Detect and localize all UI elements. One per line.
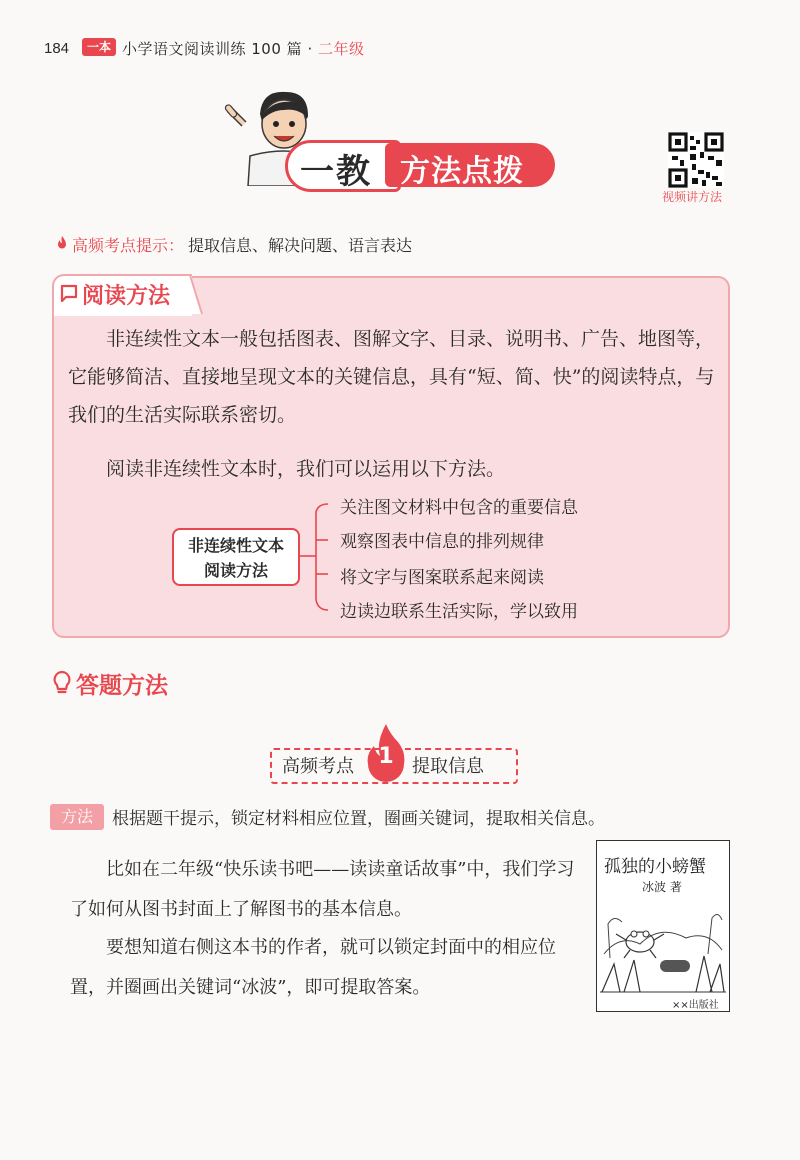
book-title-text: 小学语文阅读训练 100 篇 [122,40,303,58]
reading-paragraph-2: 阅读非连续性文本时，我们可以运用以下方法。 [106,458,506,480]
example-paragraph-1 [70,850,590,930]
diagram-item: 观察图表中信息的排列规律 [340,532,544,552]
page-number: 184 [44,40,70,57]
reading-paragraph-1-text: 非连续性文本一般包括图表、图解文字、目录、说明书、广告、地图等，它能够简洁、直接地呈现文本的关键信息，具有“短、简、快”的阅读特点，与我们的生活实际联系密切。 [68,328,715,426]
qr-code-icon[interactable] [668,132,724,188]
reading-method-title: 阅读方法 [82,284,171,309]
diagram-item: 边读边联系生活实际，学以致用 [340,602,578,622]
book-cover-title: 孤独的小螃蟹 [604,857,706,877]
crab-illustration [600,894,726,994]
answer-method-title: 答题方法 [76,673,168,699]
method-badge: 方法 [50,804,104,830]
example-paragraph-2-text: 要想知道右侧这本书的作者，就可以锁定封面中的相应位置，并圈画出关键词“冰波”，即可提取答案。 [70,937,556,998]
hint-value: 提取信息、解决问题、语言表达 [188,236,413,255]
book-cover-author: 冰波 著 [642,880,682,894]
diagram-item: 关注图文材料中包含的重要信息 [340,498,578,518]
diagram-center-line-1: 非连续性文本 [187,536,284,555]
key-point-topic: 提取信息 [412,756,484,777]
method-text: 根据题干提示，锁定材料相应位置，圈画关键词，提取相关信息。 [112,809,605,829]
example-paragraph-2 [70,928,590,1008]
title-separator: · [307,40,313,58]
lightbulb-icon [52,670,72,696]
key-point-number: 1 [378,744,394,769]
banner-section-title: 方法点拨 [400,154,524,189]
qr-caption: 视频讲方法 [662,190,723,204]
banner-section-label: 一教 [300,152,372,192]
tab-corner [178,274,204,314]
key-point-label: 高频考点 [282,756,354,777]
diagram-center-line-2: 阅读方法 [203,561,268,580]
book-title [122,38,365,59]
book-icon [60,283,80,303]
brand-logo: 一本 [82,38,116,56]
grade-label: 二年级 [318,40,365,58]
diagram-item: 将文字与图案联系起来阅读 [340,568,544,588]
diagram-brace [298,488,328,624]
flame-icon [56,236,68,250]
example-paragraph-1-text: 比如在二年级“快乐读书吧——读读童话故事”中，我们学习了如何从图书封面上了解图书的基本信息。 [70,859,575,920]
reading-paragraph-1 [68,320,718,434]
hint-label: 高频考点提示： [72,236,185,255]
book-cover-publisher: ××出版社 [672,1000,719,1011]
